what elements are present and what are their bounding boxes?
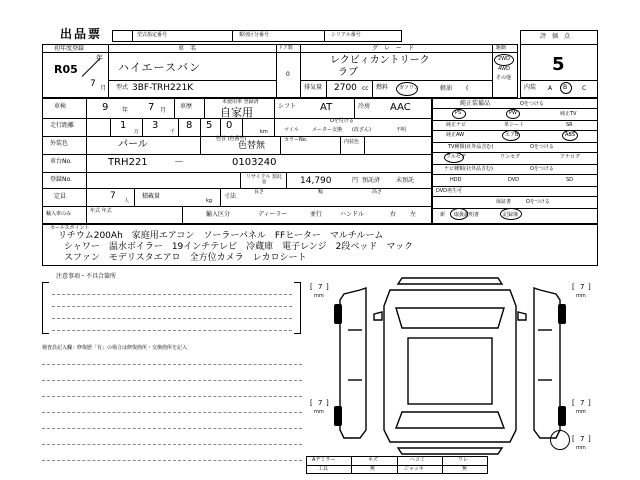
year-model-label: 年式 年式	[90, 208, 112, 214]
equip-leather: 革シート	[504, 122, 525, 128]
navi-hdd: HDD	[450, 177, 462, 183]
spare-tire-circle	[550, 430, 570, 450]
first-registration-label: 初年度登録	[54, 45, 85, 52]
tread-bracket-close: ]	[326, 283, 329, 291]
mileage-digit-1: 1	[120, 120, 127, 131]
interior-grade-label: 内装	[524, 84, 537, 91]
tread-unit: mm	[576, 293, 586, 299]
legend-header-scratch: キズ	[368, 457, 378, 463]
first-registration-year-suffix: 年	[96, 54, 103, 62]
mileage-status-unknown: 不明	[396, 127, 407, 133]
handle-label: ハンドル	[340, 211, 365, 218]
equip-ps: PS	[455, 110, 462, 116]
dims-height: 高さ	[372, 189, 383, 195]
sales-line-3: スファン モデリスタエアロ 全方位カメラ レカロシート	[64, 253, 307, 263]
equipment-title: 純正装備品	[460, 100, 491, 107]
shaken-month: 7	[148, 102, 155, 113]
notes-title: 注意事項・不具合箇所	[56, 273, 117, 280]
mileage-digit-3: 8	[186, 120, 193, 131]
mileage-unit-km: km	[260, 129, 268, 135]
drive-other: その他	[496, 75, 512, 81]
car-name-label: 車 名	[178, 45, 197, 52]
chassis-number: 0103240	[232, 157, 277, 168]
category-label: 類別区分番号	[239, 32, 270, 38]
sales-line-2: シャワー 温水ボイラー 19インチテレビ 冷蔵庫 電子レンジ 2段ベッド マック	[64, 242, 414, 252]
header-fields-box	[112, 30, 402, 42]
usage-value: 自家用	[220, 106, 253, 119]
repaint-value: 色替無	[238, 141, 266, 151]
shaken-month-suffix: 月	[160, 107, 167, 114]
tread-bracket-close: ]	[588, 435, 591, 443]
tv-type-title: TV種類(社外品含む)	[448, 144, 494, 150]
legend-jack-none: 無	[462, 466, 468, 472]
exterior-color: パール	[118, 139, 148, 150]
tread-value: 7	[580, 283, 585, 291]
tread-bracket-close: ]	[588, 399, 591, 407]
load-unit: kg	[206, 198, 213, 204]
mileage-note: Oを付ける	[330, 118, 354, 124]
first-registration-month-suffix: 月	[100, 85, 107, 92]
warranty-new: 新	[440, 212, 446, 218]
vehicle-damage-diagram	[330, 270, 570, 460]
inspector-title: 検査員記入欄：修復歴「有」の場合は修復箇所・交換箇所を記入	[42, 345, 188, 351]
warranty-title: 保証書	[496, 199, 512, 205]
fuel-label: 燃料	[376, 84, 389, 91]
equip-tv: 純正TV	[560, 111, 577, 117]
load-label: 積載量	[142, 193, 161, 200]
usage-small: 未使用車 登録済	[222, 99, 259, 105]
sales-title: セールスポイント	[50, 225, 90, 231]
door-count: 0	[286, 71, 290, 78]
mileage-label: 走行距離	[50, 122, 75, 129]
first-registration-era: R05	[54, 63, 78, 76]
score-label: 評 価 点	[540, 33, 571, 40]
shaken-label: 車検	[54, 103, 67, 110]
color-change-label: 色替 (色番号)	[216, 136, 247, 142]
mileage-digit-2: 3	[152, 120, 159, 131]
capacity-label: 定員	[54, 193, 67, 200]
tread-bracket-open: [	[572, 435, 575, 443]
notes-bracket-right	[294, 282, 301, 334]
tread-bracket-open: [	[572, 399, 575, 407]
mileage-status-tamper: (改ざん)	[352, 127, 371, 133]
tread-bracket-close: ]	[588, 283, 591, 291]
fuel-value: ガソリン	[399, 85, 420, 91]
interior-grade-b: B	[563, 84, 568, 91]
cc-unit: cc	[362, 85, 369, 92]
tread-value: 7	[318, 399, 323, 407]
recycle-amount: 14,790	[300, 176, 332, 186]
tread-bracket-open: [	[572, 283, 575, 291]
capacity-unit: 人	[124, 198, 130, 204]
legend-jack: ジャッキ	[404, 466, 424, 472]
chassis-label: 車台No.	[50, 158, 72, 165]
chassis-dash: －	[174, 157, 184, 168]
exterior-color-label: 外装色	[50, 140, 69, 147]
serial-label: シリアル番号	[331, 32, 361, 38]
sales-line-1: リチウム200Ah 家庭用エアコン ソーラーパネル FFヒーター マルチルーム	[58, 231, 384, 241]
usage-label: 車歴	[180, 103, 193, 110]
mileage-status-mile: マイル	[284, 127, 299, 133]
recycle-not-deposited: 未預託	[396, 177, 415, 184]
warranty-note: Oをつける	[526, 199, 550, 205]
score-value: 5	[552, 54, 565, 75]
recycle-label: リサイクル 預託金	[246, 174, 282, 185]
tread-unit: mm	[314, 293, 324, 299]
equipment-title-note: Oをつける	[520, 101, 544, 107]
shaken-year: 9	[102, 102, 109, 113]
warranty-manual: 取扱説明書	[454, 212, 480, 218]
interior-grade-a: A	[548, 85, 553, 92]
dvd-playback: DVD再生可	[436, 188, 463, 194]
recycle-deposited: 預託済	[362, 177, 381, 184]
interior-color-label: 内装色	[344, 139, 360, 145]
equip-abs: ABS	[565, 132, 575, 138]
import-label: 輸入車のみ	[46, 211, 72, 217]
displacement-label: 排気量	[304, 84, 323, 91]
dims-width: 幅	[318, 189, 324, 195]
mileage-status-swap: メーター交換	[312, 127, 343, 133]
legend-tools-none: 無	[370, 466, 376, 472]
interior-grade-c: C	[582, 85, 587, 92]
mileage-digit-5: 0	[226, 120, 233, 131]
tread-bracket-close: ]	[326, 399, 329, 407]
legend-header-dent: ヘコミ	[410, 457, 426, 463]
import-type-parallel: 並行	[310, 211, 323, 218]
tread-value: 7	[318, 283, 323, 291]
tread-bracket-open: [	[310, 283, 313, 291]
fuel-paren: (	[466, 85, 469, 92]
capacity-value: 7	[110, 191, 116, 201]
ac-value: AAC	[390, 102, 411, 113]
chassis-prefix: TRH221	[108, 157, 148, 168]
displacement-value: 2700	[334, 83, 357, 93]
tread-unit: mm	[314, 409, 324, 415]
recycle-unit: 円	[352, 177, 359, 184]
equip-aw: 純正AW	[446, 132, 465, 138]
notes-bracket-left	[42, 282, 49, 334]
handle-right: 右	[390, 211, 397, 218]
tread-bracket-open: [	[310, 399, 313, 407]
drive-4wd: 4WD	[498, 66, 510, 72]
dims-label: 寸法	[224, 193, 237, 200]
registration-label: 登録No.	[50, 176, 72, 183]
door-count-label: ドア数	[278, 45, 293, 51]
grade-line-2: ラブ	[338, 67, 358, 78]
equip-airbag: エアB	[505, 132, 519, 138]
drive-2wd: 2WD	[498, 56, 510, 62]
equip-nav: 純正ナビ	[446, 122, 467, 128]
shift-value: AT	[320, 102, 333, 113]
page-title: 出品票	[60, 27, 103, 41]
dims-length: 長さ	[254, 189, 265, 195]
first-registration-month: 7	[90, 79, 96, 89]
tread-value: 7	[580, 435, 585, 443]
ac-label: 冷房	[358, 103, 371, 110]
navi-dvd: DVD	[508, 177, 520, 183]
legend-header-mirror: Aデミラー	[312, 457, 336, 463]
navi-type-title: ナビ種類(社外品含む)	[444, 166, 493, 172]
mileage-unit-man: 万	[134, 129, 140, 135]
warranty-record: 記録簿	[503, 212, 519, 218]
tread-unit: mm	[576, 445, 586, 451]
car-name: ハイエースバン	[118, 61, 202, 74]
type-approval-label: 型式指定番号	[137, 32, 168, 38]
import-type-dealer: ディーラー	[258, 211, 288, 218]
grade-label: グ レ ー ド	[372, 45, 415, 52]
tv-fullseg: フルセグ	[446, 154, 466, 160]
shaken-year-suffix: 年	[122, 107, 129, 114]
mileage-digit-4: 5	[206, 120, 213, 131]
legend-tools: 工具	[318, 466, 329, 472]
drive-label: 駆動	[496, 45, 507, 51]
fuel-option-diesel: 軽油	[440, 85, 453, 92]
import-type-label: 輸入区分	[206, 211, 231, 218]
equip-sunroof: SR	[566, 122, 573, 128]
color-code-label: カラーNo.	[284, 137, 308, 143]
shift-label: シフト	[278, 103, 297, 110]
tv-analog: アナログ	[560, 154, 581, 160]
handle-left: 左	[410, 211, 417, 218]
navi-type-note: Oをつける	[530, 166, 554, 172]
navi-sd: SD	[566, 177, 574, 183]
grade-line-1: レクビィカントリーク	[330, 55, 430, 66]
equip-pw: PW	[509, 110, 517, 116]
model-code: 3BF-TRH221K	[132, 83, 194, 93]
tread-unit: mm	[576, 409, 586, 415]
tv-type-note: Oをつける	[530, 144, 554, 150]
tread-value: 7	[580, 399, 585, 407]
model-label: 型式	[116, 84, 129, 91]
tv-oneseg: ワンセグ	[500, 154, 521, 160]
legend-header-crack: ワレ	[458, 457, 469, 463]
mileage-unit-sen: 千	[170, 129, 176, 135]
